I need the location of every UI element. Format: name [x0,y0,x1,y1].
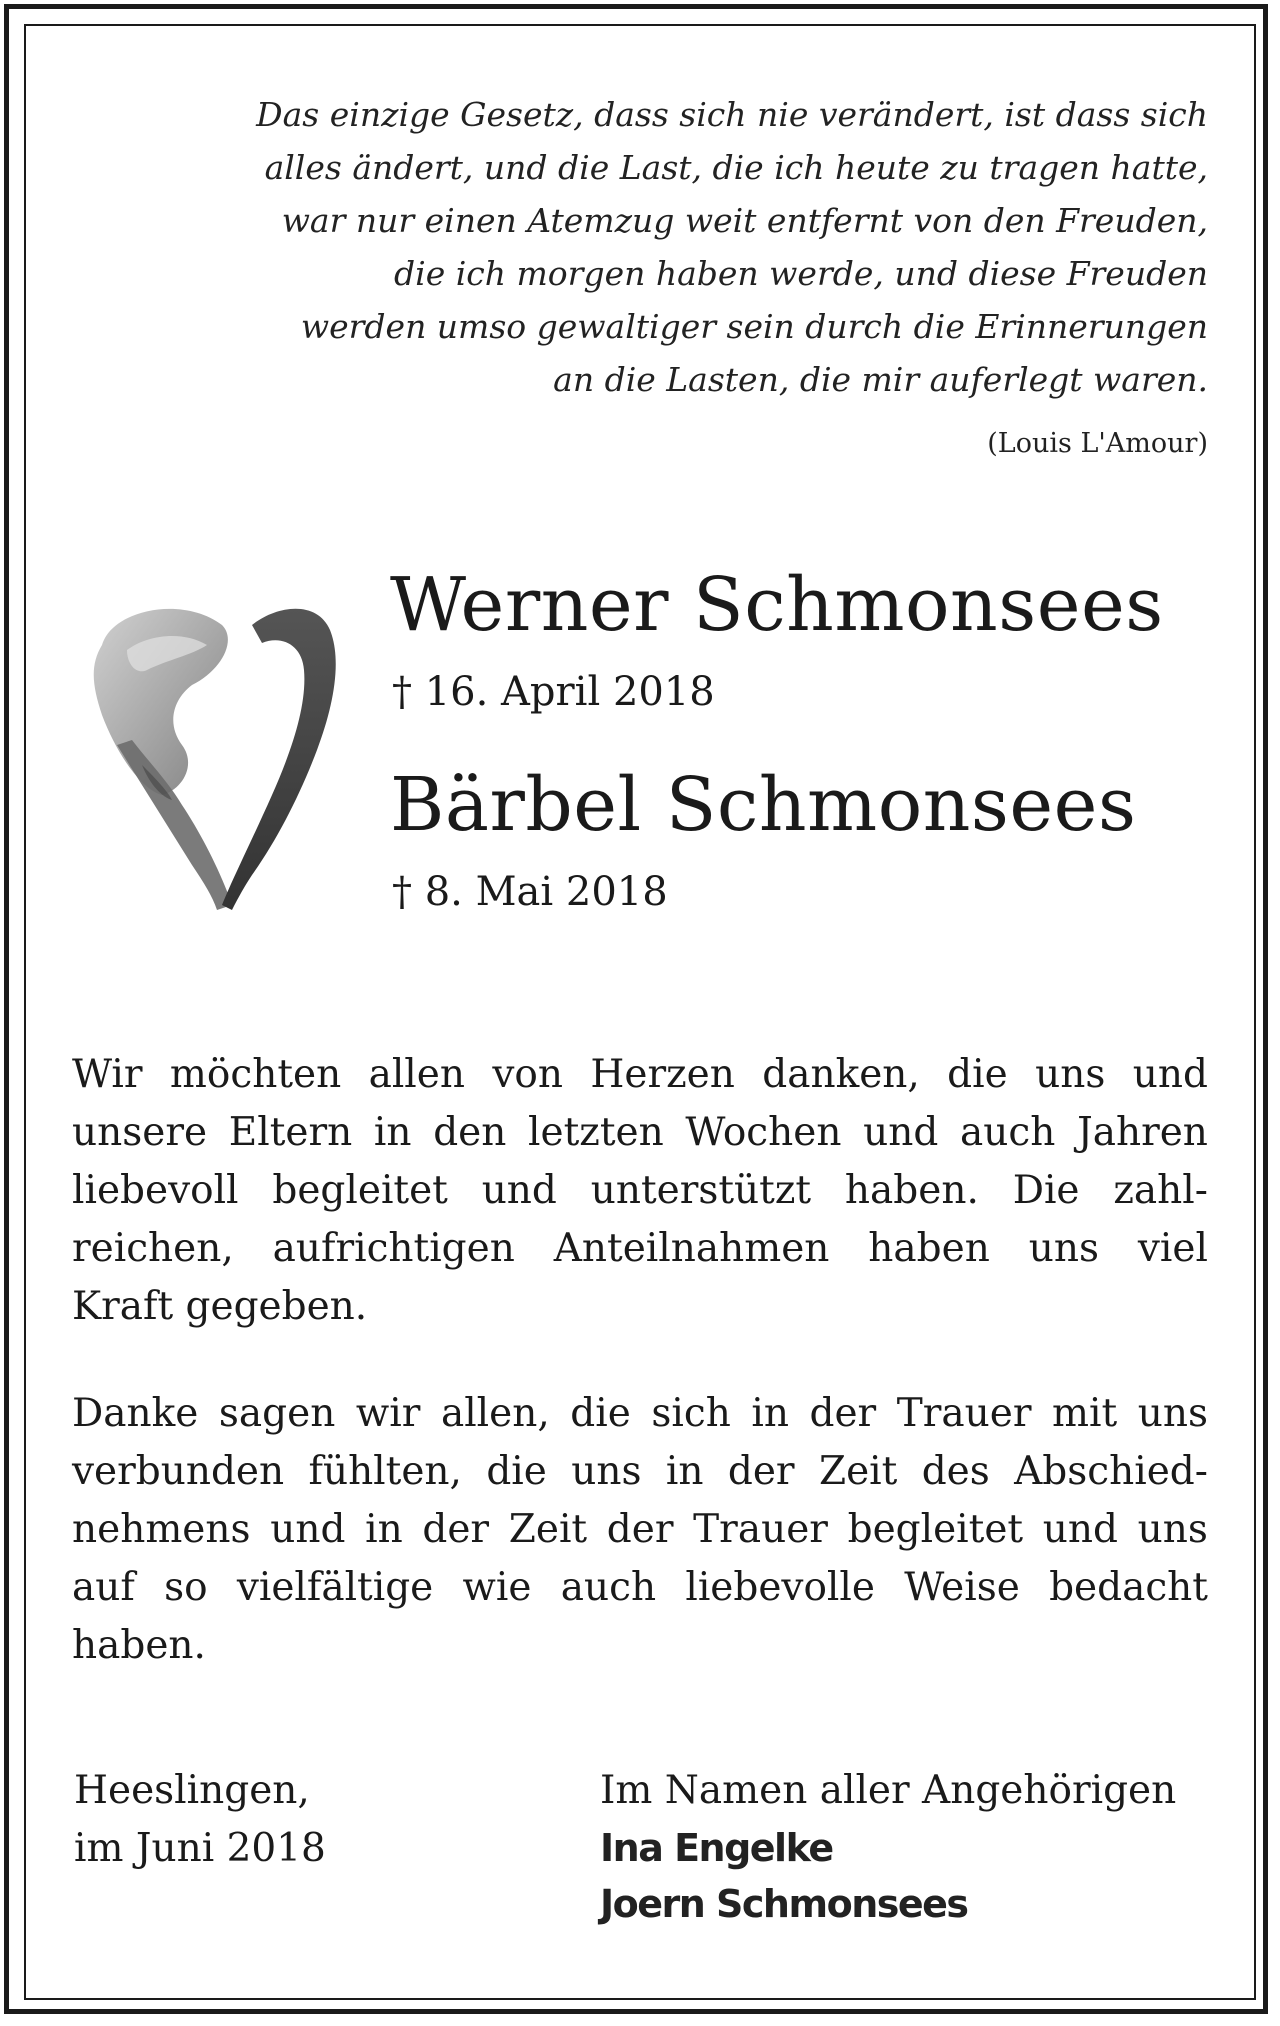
word: Eltern [228,1110,353,1155]
word: verbunden [72,1449,285,1494]
word: Anteilnahmen [553,1226,830,1271]
word: letzten [528,1110,664,1155]
word: der [809,1391,877,1436]
word: uns [571,1449,642,1494]
heart-icon [72,575,352,915]
word: unsere [72,1110,208,1155]
word: unterstützt [590,1168,812,1213]
quote-line: alles ändert, und die Last, die ich heute zu tragen hatte, [264,148,1208,187]
word: die [570,1391,631,1436]
word: uns [1035,1052,1106,1097]
word: begleitet [272,1168,448,1213]
word: der [422,1507,490,1552]
word: des [921,1449,990,1494]
word: aufrichtigen [272,1226,515,1271]
word: Kraft gegeben. [72,1284,368,1329]
quote-line: an die Lasten, die mir auferlegt waren. [553,360,1208,399]
word: die [947,1052,1008,1097]
word: und [1132,1052,1208,1097]
deceased-name: Bärbel Schmonsees [390,762,1137,848]
word: wie [462,1565,532,1610]
word: allen, [440,1391,550,1436]
word: nehmens [72,1507,251,1552]
word: und [1042,1507,1118,1552]
date-line: im Juni 2018 [74,1826,326,1871]
word: in [365,1507,403,1552]
paragraph-line [72,1501,1208,1559]
place-date [74,1762,326,1878]
signature-intro: Im Namen aller Angehörigen [600,1768,1177,1813]
word: bedacht [1049,1565,1208,1610]
quote-author: (Louis L'Amour) [987,428,1208,459]
thanks-paragraph [72,1046,1208,1336]
word: Abschied- [1014,1449,1208,1494]
paragraph-line [72,1162,1208,1220]
place-line: Heeslingen, [74,1768,310,1813]
death-date: † 8. Mai 2018 [392,869,668,915]
word: haben [868,1226,990,1271]
word: Zeit [508,1507,588,1552]
word: fühlten, [308,1449,462,1494]
word: in [665,1449,704,1494]
word: Weise [904,1565,1020,1610]
word: vielfältige [236,1565,434,1610]
word: uns [1137,1507,1208,1552]
signature-block [600,1762,1176,1932]
word: auch [560,1565,657,1610]
thanks-paragraph [72,1385,1208,1675]
word: danken, [762,1052,920,1097]
word: so [164,1565,208,1610]
word: in [751,1391,789,1436]
death-date: † 16. April 2018 [392,669,715,715]
word: und [270,1507,346,1552]
paragraph-line [72,1220,1208,1278]
paragraph-line [72,1617,1208,1675]
word: mit [1052,1391,1118,1436]
word: wir [355,1391,421,1436]
quote-block [128,88,1208,406]
word: der [727,1449,795,1494]
quote-line: die ich morgen haben werde, und diese Freuden [394,254,1208,293]
paragraph-line [72,1559,1208,1617]
word: Wochen [685,1110,842,1155]
paragraph-line [72,1104,1208,1162]
word: auf [72,1565,135,1610]
word: allen [368,1052,465,1097]
word: Trauer [693,1507,828,1552]
word: und [481,1168,557,1213]
word: uns [1028,1226,1099,1271]
word: den [433,1110,507,1155]
word: sagen [218,1391,336,1436]
deceased-name: Werner Schmonsees [390,562,1164,648]
word: haben. [72,1623,206,1668]
word: Danke [72,1391,199,1436]
paragraph-line [72,1385,1208,1443]
word: liebevolle [685,1565,875,1610]
word: Die [1012,1168,1080,1213]
word: Herzen [590,1052,735,1097]
quote-line: war nur einen Atemzug weit entfernt von den Freuden, [281,201,1208,240]
word: viel [1137,1226,1208,1271]
word: reichen, [72,1226,234,1271]
word: begleitet [847,1507,1024,1552]
word: auch [960,1110,1056,1155]
word: Jahren [1077,1110,1208,1155]
quote-line: Das einzige Gesetz, dass sich nie verändert, ist dass sich [256,95,1208,134]
word: die [486,1449,547,1494]
word: Zeit [818,1449,898,1494]
paragraph-line [72,1443,1208,1501]
word: Trauer [896,1391,1032,1436]
word: sich [651,1391,731,1436]
word: uns [1137,1391,1208,1436]
word: haben. [844,1168,979,1213]
signer-name: Joern Schmonsees [600,1882,968,1926]
word: zahl- [1113,1168,1208,1213]
word: der [606,1507,674,1552]
word: Wir [72,1052,143,1097]
word: in [373,1110,412,1155]
quote-line: werden umso gewaltiger sein durch die Erinnerungen [300,307,1208,346]
paragraph-line [72,1046,1208,1104]
word: von [492,1052,563,1097]
word: und [863,1110,939,1155]
word: liebevoll [72,1168,239,1213]
word: möchten [169,1052,342,1097]
signer-name: Ina Engelke [600,1826,833,1870]
paragraph-line [72,1278,1208,1336]
